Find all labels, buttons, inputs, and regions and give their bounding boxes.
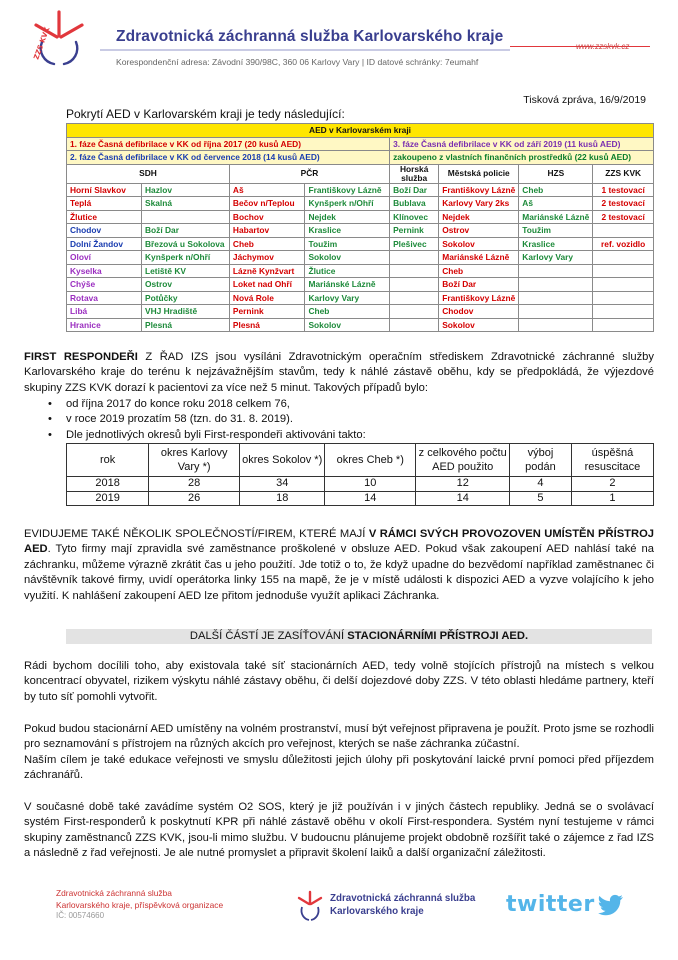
cell-horska-sluzba xyxy=(390,318,439,332)
stats-cell: 2018 xyxy=(67,477,149,492)
cell-horska-sluzba xyxy=(390,251,439,265)
cell-sdh-1: Chodov xyxy=(67,224,142,238)
cell-horska-sluzba xyxy=(390,264,439,278)
cell-pcr-1: Lázně Kynžvart xyxy=(229,264,305,278)
twitter-bird-icon[interactable] xyxy=(598,894,624,916)
table-row xyxy=(67,305,654,319)
table-row xyxy=(67,477,654,492)
cell-horska-sluzba: Bublava xyxy=(390,197,439,211)
stats-cell: 4 xyxy=(510,477,572,492)
cell-hzs xyxy=(519,291,593,305)
cell-mestska-policie: Sokolov xyxy=(439,318,519,332)
phase-2-label: 2. fáze Časná defibrilace v KK od července 2018 (14 kusů AED) xyxy=(67,151,390,165)
cell-horska-sluzba xyxy=(390,278,439,292)
cell-zzs-kvk xyxy=(593,251,654,265)
header-zzs-kvk: ZZS KVK xyxy=(593,164,654,183)
table-row xyxy=(67,291,654,305)
cell-zzs-kvk: 2 testovací xyxy=(593,210,654,224)
aed-coverage-table xyxy=(66,123,654,332)
cell-zzs-kvk xyxy=(593,291,654,305)
cell-sdh-2: Ostrov xyxy=(142,278,230,292)
cell-hzs: Cheb xyxy=(519,183,593,197)
cell-sdh-1: Teplá xyxy=(67,197,142,211)
twitter-link[interactable]: twitter xyxy=(506,892,595,917)
stats-cell: 14 xyxy=(416,491,510,506)
cell-pcr-1: Pernink xyxy=(229,305,305,319)
organization-name: Zdravotnická záchranná služba Karlovarského kraje xyxy=(116,28,504,45)
aed-table-title-row xyxy=(67,124,654,138)
cell-zzs-kvk: ref. vozidlo xyxy=(593,237,654,251)
footer-logo-text: Zdravotnická záchranná služba Karlovarského kraje xyxy=(330,893,476,917)
header-sdh: SDH xyxy=(67,164,230,183)
cell-pcr-1: Bečov n/Teplou xyxy=(229,197,305,211)
press-release-date: Tisková zpráva, 16/9/2019 xyxy=(523,94,646,106)
cell-horska-sluzba xyxy=(390,291,439,305)
cell-sdh-1: Libá xyxy=(67,305,142,319)
phase-own-funds-label: zakoupeno z vlastních finančních prostředků (22 kusů AED) xyxy=(390,151,654,165)
first-responders-bullet-list xyxy=(48,397,366,443)
cell-sdh-2: Plesná xyxy=(142,318,230,332)
stats-header-cell: výboj podán xyxy=(510,444,572,477)
cell-mestska-policie: Ostrov xyxy=(439,224,519,238)
cell-mestska-policie: Mariánské Lázně xyxy=(439,251,519,265)
cell-pcr-2: Sokolov xyxy=(305,318,390,332)
cell-zzs-kvk: 2 testovací xyxy=(593,197,654,211)
cell-sdh-2: Hazlov xyxy=(142,183,230,197)
aed-coverage-intro: Pokrytí AED v Karlovarském kraji je tedy následující: xyxy=(66,107,345,121)
cell-hzs: Mariánské Lázně xyxy=(519,210,593,224)
website-link[interactable]: www.zzskvk.cz xyxy=(576,42,630,51)
zzs-star-of-life-logo-icon xyxy=(28,8,90,70)
cell-sdh-2 xyxy=(142,210,230,224)
cell-pcr-2: Františkovy Lázně xyxy=(305,183,390,197)
cell-horska-sluzba xyxy=(390,305,439,319)
cell-sdh-1: Chýše xyxy=(67,278,142,292)
stats-header-cell: okres Sokolov *) xyxy=(240,444,325,477)
first-responders-lead: FIRST RESPONDEŘI xyxy=(24,351,138,363)
cell-sdh-2: Potůčky xyxy=(142,291,230,305)
companies-paragraph: EVIDUJEME TAKÉ NĚKOLIK SPOLEČNOSTÍ/FIREM, KTERÉ MAJÍ V RÁMCI SVÝCH PROVOZOVEN UMÍSTĚN PŘÍSTROJ AED. Tyto firmy mají zpravidla své zaměstnance proškolené v obsluze AED. Pokud však zakoupení AED nahlásí také na záchranku, můžeme výrazně zkrátit čas u jeho použití. Jde totiž o to, že když upadne do bezvědomí například zaměstnanec či návštěvník takové firmy, uvidí operátorka linky 155 na mapě, že je v místě události k dispozici AED a vyzve volajícího k jeho využití. K nahlášení zakoupení AED lze přitom jednoduše využít aplikaci Záchranka. xyxy=(24,528,654,602)
cell-mestska-policie: Karlovy Vary 2ks xyxy=(439,197,519,211)
aed-table-header-row xyxy=(67,164,654,183)
cell-pcr-1: Nová Role xyxy=(229,291,305,305)
cell-hzs xyxy=(519,278,593,292)
cell-pcr-2: Karlovy Vary xyxy=(305,291,390,305)
cell-pcr-2: Cheb xyxy=(305,305,390,319)
stats-cell: 26 xyxy=(149,491,240,506)
cell-pcr-2: Nejdek xyxy=(305,210,390,224)
stats-cell: 2 xyxy=(571,477,653,492)
cell-sdh-2: Boží Dar xyxy=(142,224,230,238)
stats-cell: 34 xyxy=(240,477,325,492)
cell-mestska-policie: Sokolov xyxy=(439,237,519,251)
cell-pcr-2: Mariánské Lázně xyxy=(305,278,390,292)
cell-hzs xyxy=(519,264,593,278)
cell-pcr-1: Jáchymov xyxy=(229,251,305,265)
phase-row xyxy=(67,151,654,165)
stats-header-cell: z celkového počtu AED použito xyxy=(416,444,510,477)
letterhead xyxy=(0,0,678,80)
stats-cell: 14 xyxy=(325,491,416,506)
cell-zzs-kvk xyxy=(593,318,654,332)
zzs-footer-logo-icon xyxy=(296,890,324,922)
table-row xyxy=(67,237,654,251)
footer-organization: Zdravotnická záchranná služba Karlovarského kraje, příspěvková organizace xyxy=(56,888,224,910)
table-row xyxy=(67,264,654,278)
aed-table-title: AED v Karlovarském kraji xyxy=(67,124,654,138)
stats-cell: 10 xyxy=(325,477,416,492)
cell-horska-sluzba: Boží Dar xyxy=(390,183,439,197)
cell-hzs: Aš xyxy=(519,197,593,211)
cell-zzs-kvk xyxy=(593,224,654,238)
header-pcr: PČR xyxy=(229,164,389,183)
table-row xyxy=(67,278,654,292)
phase-1-label: 1. fáze Časná defibrilace v KK od října 2017 (20 kusů AED) xyxy=(67,137,390,151)
table-row xyxy=(67,251,654,265)
cell-mestska-policie: Nejdek xyxy=(439,210,519,224)
cell-pcr-1: Bochov xyxy=(229,210,305,224)
public-readiness-paragraph: Pokud budou stacionární AED umístěny na volném prostranství, musí být veřejnost připravena je použít. Proto jsme se rozhodli pro seznamování s přístrojem na různých akcích pro veřejnost, kterých se naše záchranka zúčastní. xyxy=(24,723,654,751)
cell-mestska-policie: Cheb xyxy=(439,264,519,278)
first-responders-text: Z ŘAD IZS jsou vysíláni Zdravotnickým operačním střediskem Zdravotnické záchranné služby Karlovarského kraje do terénu k nejzávažnějším stavům, tedy k náhlé zástavě oběhu, kdy se předpokládá, že výjezdové skupiny ZZS KVK dorazí k pacientovi za více než 5 minut. Takových případů bylo: xyxy=(24,351,654,394)
cell-mestska-policie: Chodov xyxy=(439,305,519,319)
cell-hzs: Karlovy Vary xyxy=(519,251,593,265)
stats-table-body xyxy=(67,477,654,506)
cell-horska-sluzba: Plešivec xyxy=(390,237,439,251)
cell-zzs-kvk xyxy=(593,278,654,292)
education-paragraph: Naším cílem je také edukace veřejnosti ve smyslu důležitosti jejich úlohy při poskytování laické první pomoci před příjezdem záchranářů. xyxy=(24,754,654,782)
header-mestska-policie: Městská policie xyxy=(439,164,519,183)
stats-header-cell: rok xyxy=(67,444,149,477)
footer xyxy=(0,880,678,960)
stats-header-row xyxy=(67,444,654,477)
cell-pcr-1: Cheb xyxy=(229,237,305,251)
stats-cell: 5 xyxy=(510,491,572,506)
stats-cell: 18 xyxy=(240,491,325,506)
first-responders-paragraph xyxy=(24,350,654,396)
header-hzs: HZS xyxy=(519,164,593,183)
stats-header-cell: okres Karlovy Vary *) xyxy=(149,444,240,477)
stats-cell: 12 xyxy=(416,477,510,492)
aed-table-body xyxy=(67,183,654,332)
header-horska-sluzba: Horská služba xyxy=(390,164,439,183)
cell-horska-sluzba: Klínovec xyxy=(390,210,439,224)
cell-hzs: Toužim xyxy=(519,224,593,238)
cell-sdh-1: Žlutice xyxy=(67,210,142,224)
cell-pcr-2: Žlutice xyxy=(305,264,390,278)
cell-horska-sluzba: Pernink xyxy=(390,224,439,238)
stats-header-cell: okres Cheb *) xyxy=(325,444,416,477)
table-row xyxy=(67,491,654,506)
table-row xyxy=(67,197,654,211)
cell-hzs xyxy=(519,305,593,319)
cell-zzs-kvk xyxy=(593,305,654,319)
list-item: • Dle jednotlivých okresů byli First-respondeři aktivováni takto: xyxy=(48,428,366,443)
table-row xyxy=(67,318,654,332)
table-row xyxy=(67,210,654,224)
stationary-aed-paragraph: Rádi bychom docílili toho, aby existovala také síť stacionárních AED, tedy volně stojících přístrojů na místech s velkou koncentrací obyvatel, rizikem výskytu náhlé zástavy oběhu, či delší dojezdové doby ZZS. V této oblasti hledáme partnery, kteří by tuto síť pomohli vytvořit. xyxy=(24,660,654,703)
cell-mestska-policie: Boží Dar xyxy=(439,278,519,292)
stats-cell: 1 xyxy=(571,491,653,506)
header-divider xyxy=(100,49,510,51)
cell-sdh-1: Rotava xyxy=(67,291,142,305)
cell-sdh-1: Kyselka xyxy=(67,264,142,278)
o2-sos-paragraph: V současné době také zavádíme systém O2 SOS, který je již používán i v jiných částech republiky. Jedná se o svolávací systém First-responderů k poskytnutí KPR při náhlé zástavě oběhu v okolí First-respondera. Systém nyní testujeme v rámci skupiny zaměstnanců ZZS KVK, jsou-li mimo službu. V budoucnu plánujeme projekt obdobně rozšířit také o zájemce z řad IZS a následně z řad veřejnosti. Je ale nutné promyslet a připravit školení laiků a další organizační záležitosti. xyxy=(24,801,654,860)
stats-cell: 2019 xyxy=(67,491,149,506)
cell-pcr-2: Toužim xyxy=(305,237,390,251)
cell-pcr-2: Sokolov xyxy=(305,251,390,265)
phase-3-label: 3. fáze Časná defibrilace v KK od září 2019 (11 kusů AED) xyxy=(390,137,654,151)
phase-row xyxy=(67,137,654,151)
cell-hzs: Kraslice xyxy=(519,237,593,251)
cell-sdh-2: Skalná xyxy=(142,197,230,211)
cell-sdh-1: Oloví xyxy=(67,251,142,265)
correspondence-address: Korespondenční adresa: Závodní 390/98C, 360 06 Karlovy Vary | ID datové schránky: 7eumahf xyxy=(116,57,479,67)
table-row xyxy=(67,224,654,238)
companies-emphasis: V RÁMCI SVÝCH PROVOZOVEN UMÍSTĚN PŘÍSTROJ AED xyxy=(24,528,654,556)
cell-mestska-policie: Františkovy Lázně xyxy=(439,183,519,197)
cell-zzs-kvk: 1 testovací xyxy=(593,183,654,197)
section-heading-stationary-aed: DALŠÍ ČÁSTÍ JE ZASÍŤOVÁNÍ STACIONÁRNÍMI PŘÍSTROJI AED. xyxy=(66,629,652,644)
cell-pcr-1: Habartov xyxy=(229,224,305,238)
cell-sdh-2: VHJ Hradiště xyxy=(142,305,230,319)
cell-sdh-2: Březová u Sokolova xyxy=(142,237,230,251)
footer-ico: IČ: 00574660 xyxy=(56,911,105,920)
cell-sdh-1: Horní Slavkov xyxy=(67,183,142,197)
list-item: • od října 2017 do konce roku 2018 celkem 76, xyxy=(48,397,366,412)
stats-cell: 28 xyxy=(149,477,240,492)
cell-sdh-1: Hranice xyxy=(67,318,142,332)
cell-pcr-1: Aš xyxy=(229,183,305,197)
cell-zzs-kvk xyxy=(593,264,654,278)
cell-pcr-2: Kynšperk n/Ohří xyxy=(305,197,390,211)
cell-sdh-1: Dolní Žandov xyxy=(67,237,142,251)
cell-mestska-policie: Františkovy Lázně xyxy=(439,291,519,305)
cell-hzs xyxy=(519,318,593,332)
list-item: • v roce 2019 prozatím 58 (tzn. do 31. 8. 2019). xyxy=(48,412,366,427)
cell-pcr-1: Plesná xyxy=(229,318,305,332)
cell-sdh-2: Kynšperk n/Ohří xyxy=(142,251,230,265)
logo-text: ZZS KVK xyxy=(32,26,52,61)
first-responder-stats-table xyxy=(66,443,654,506)
stats-header-cell: úspěšná resuscitace xyxy=(571,444,653,477)
cell-pcr-2: Kraslice xyxy=(305,224,390,238)
cell-sdh-2: Letiště KV xyxy=(142,264,230,278)
table-row xyxy=(67,183,654,197)
cell-pcr-1: Loket nad Ohří xyxy=(229,278,305,292)
